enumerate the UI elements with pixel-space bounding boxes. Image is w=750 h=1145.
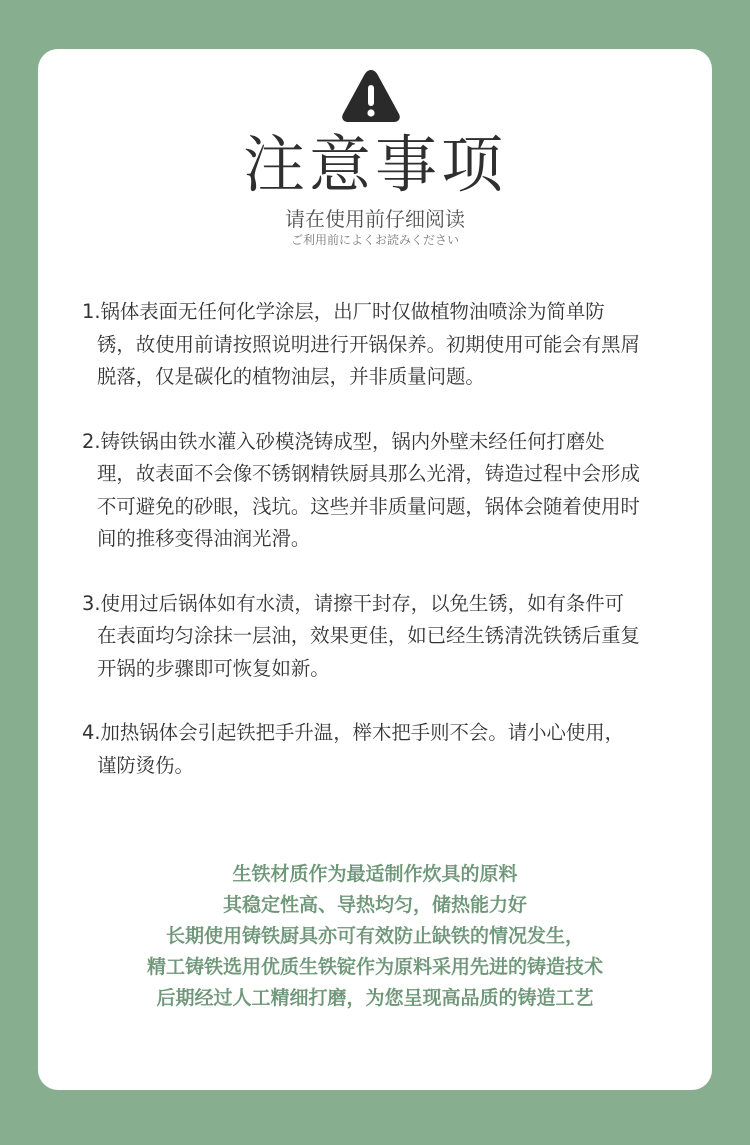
warning-triangle-icon bbox=[340, 67, 402, 125]
summary-line: 其稳定性高、导热均匀，储热能力好 bbox=[222, 894, 527, 916]
notes-list bbox=[82, 296, 642, 814]
note-item: 3.使用过后锅体如有水渍，请擦干封存，以免生锈，如有条件可在表面均匀涂抹一层油，效果更佳，如已经生锈清洗铁锈后重复开锅的步骤即可恢复如新。 bbox=[82, 591, 640, 680]
summary-block bbox=[38, 859, 712, 1014]
note-item: 4.加热锅体会引起铁把手升温，榉木把手则不会。请小心使用，谨防烫伤。 bbox=[82, 721, 625, 777]
summary-line: 长期使用铸铁厨具亦可有效防止缺铁的情况发生， bbox=[165, 925, 584, 947]
summary-line: 精工铸铁选用优质生铁锭作为原料采用先进的铸造技术 bbox=[146, 956, 603, 978]
page-subtitle: 请在使用前仔细阅读 bbox=[285, 207, 465, 231]
note-item: 2.铸铁锅由铁水灌入砂模浇铸成型，锅内外壁未经任何打磨处理，故表面不会像不锈钢精铁厨具那么光滑，铸造过程中会形成不可避免的砂眼，浅坑。这些并非质量问题，锅体会随着使用时间的推移变得油润光滑。 bbox=[82, 429, 640, 550]
page-title: 注意事项 bbox=[242, 128, 507, 201]
summary-line: 后期经过人工精细打磨，为您呈现高品质的铸造工艺 bbox=[156, 987, 594, 1009]
summary-line: 生铁材质作为最适制作炊具的原料 bbox=[232, 863, 518, 885]
page-subtitle-japanese: ご利用前によくお読みください bbox=[290, 233, 459, 247]
notice-card bbox=[38, 49, 712, 1090]
note-item: 1.锅体表面无任何化学涂层，出厂时仅做植物油喷涂为简单防锈，故使用前请按照说明进行开锅保养。初期使用可能会有黑屑脱落，仅是碳化的植物油层，并非质量问题。 bbox=[82, 300, 640, 388]
